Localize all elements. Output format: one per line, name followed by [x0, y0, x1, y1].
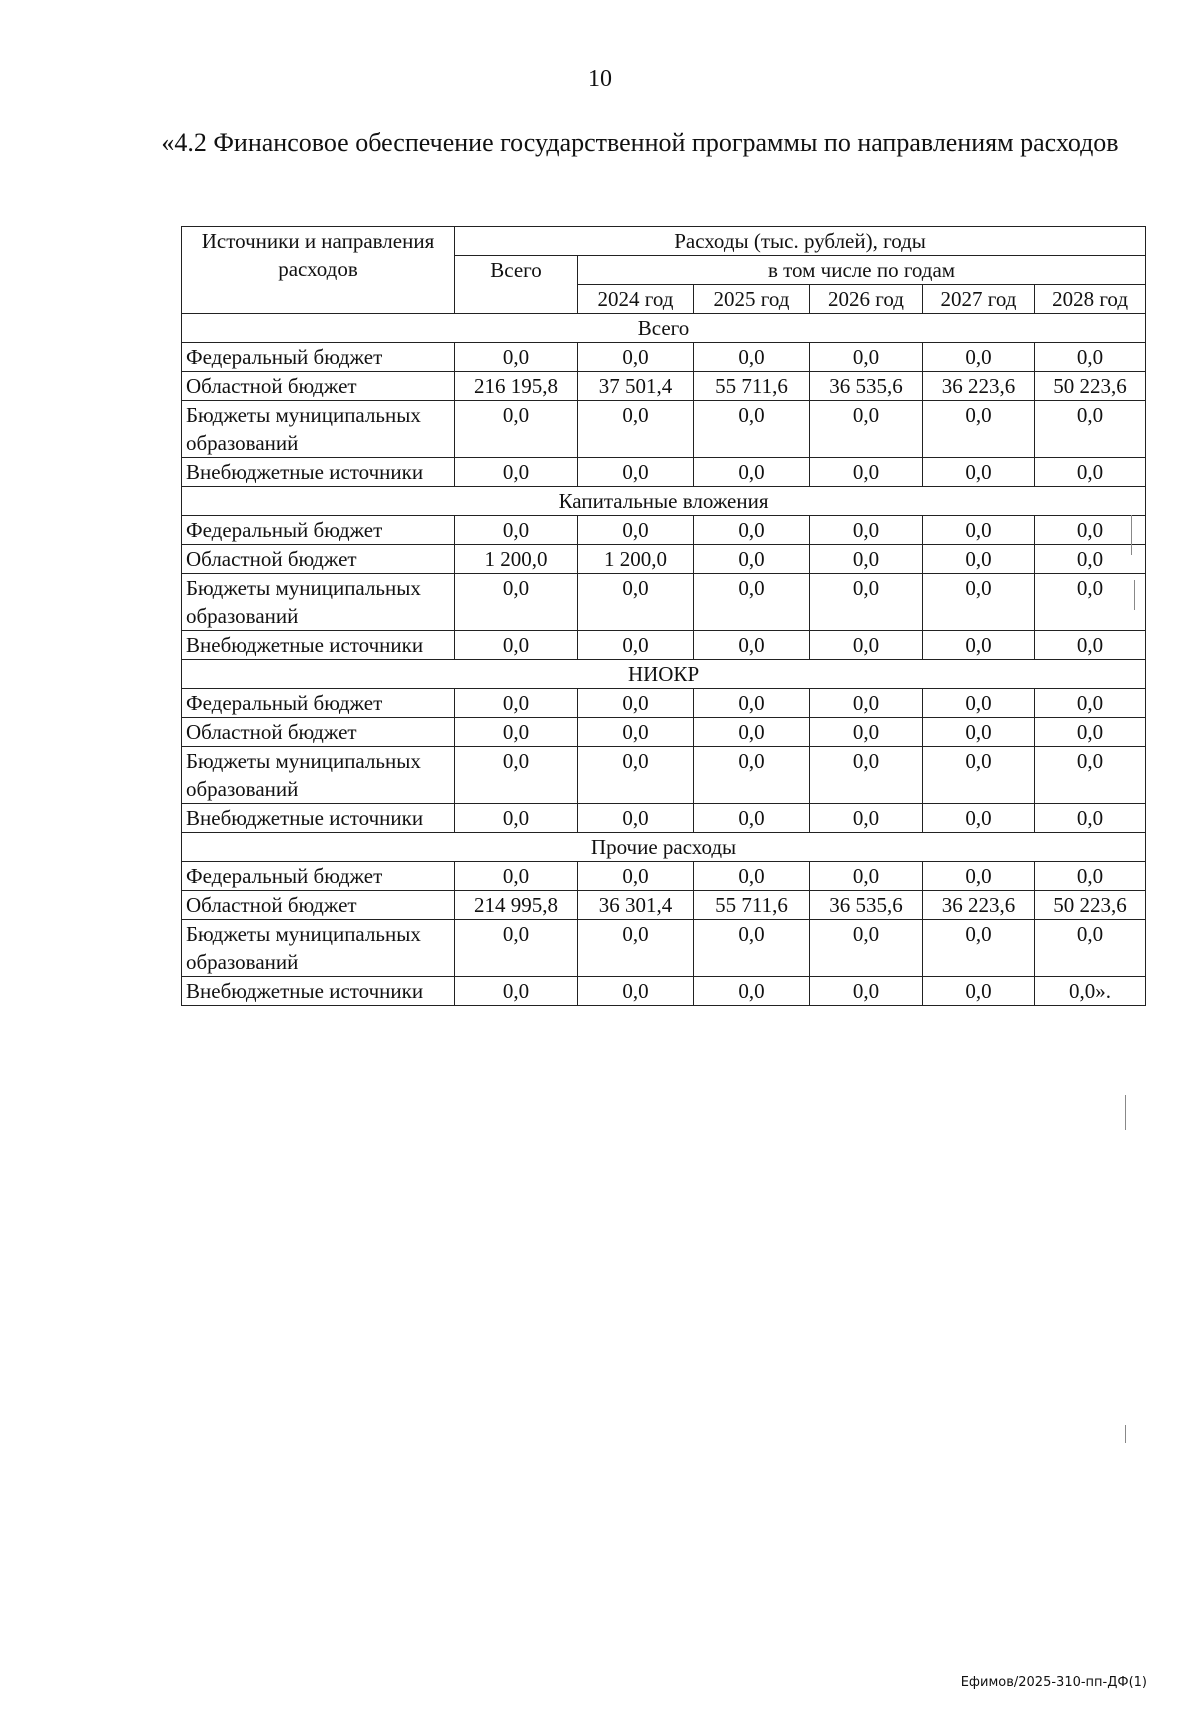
year-value-cell: 0,0 [923, 804, 1035, 833]
year-value-cell: 0,0 [1035, 458, 1146, 487]
table-row [182, 401, 1146, 458]
year-value-cell: 0,0 [1035, 689, 1146, 718]
total-value-cell: 0,0 [455, 718, 578, 747]
table-body [182, 314, 1146, 1006]
year-value-cell: 0,0 [578, 516, 694, 545]
table-row [182, 977, 1146, 1006]
year-value-cell: 0,0 [578, 862, 694, 891]
source-cell: Бюджеты муниципальных образований [182, 920, 455, 977]
year-value-cell: 0,0 [694, 343, 810, 372]
year-value-cell: 0,0 [578, 804, 694, 833]
year-value-cell: 0,0 [694, 689, 810, 718]
year-value-cell: 0,0 [923, 401, 1035, 458]
year-value-cell: 36 535,6 [810, 891, 923, 920]
table-row [182, 631, 1146, 660]
total-value-cell: 0,0 [455, 343, 578, 372]
year-value-cell: 0,0 [923, 545, 1035, 574]
year-value-cell: 0,0 [694, 920, 810, 977]
total-value-cell: 214 995,8 [455, 891, 578, 920]
year-value-cell: 0,0 [1035, 804, 1146, 833]
year-header-2027: 2027 год [923, 285, 1035, 314]
table-row [182, 516, 1146, 545]
source-cell: Областной бюджет [182, 891, 455, 920]
total-value-cell: 0,0 [455, 862, 578, 891]
total-value-cell: 0,0 [455, 401, 578, 458]
year-value-cell: 0,0». [1035, 977, 1146, 1006]
year-value-cell: 0,0 [923, 689, 1035, 718]
year-value-cell: 36 535,6 [810, 372, 923, 401]
source-cell: Областной бюджет [182, 372, 455, 401]
source-cell: Внебюджетные источники [182, 458, 455, 487]
total-column-header: Всего [455, 256, 578, 314]
scan-artifact [1131, 515, 1132, 555]
source-column-header: Источники и направления расходов [182, 227, 455, 314]
year-value-cell: 0,0 [1035, 401, 1146, 458]
year-value-cell: 0,0 [810, 458, 923, 487]
total-value-cell: 0,0 [455, 631, 578, 660]
total-value-cell: 0,0 [455, 689, 578, 718]
year-value-cell: 0,0 [1035, 516, 1146, 545]
year-value-cell: 0,0 [1035, 574, 1146, 631]
table-row [182, 458, 1146, 487]
year-value-cell: 36 223,6 [923, 891, 1035, 920]
section-title: Прочие расходы [182, 833, 1146, 862]
year-value-cell: 0,0 [1035, 631, 1146, 660]
year-value-cell: 0,0 [1035, 862, 1146, 891]
source-cell: Внебюджетные источники [182, 631, 455, 660]
financing-table [181, 226, 1146, 1006]
table-row [182, 343, 1146, 372]
year-value-cell: 0,0 [578, 574, 694, 631]
year-value-cell: 0,0 [923, 862, 1035, 891]
source-cell: Областной бюджет [182, 718, 455, 747]
year-value-cell: 37 501,4 [578, 372, 694, 401]
year-value-cell: 0,0 [694, 545, 810, 574]
year-value-cell: 0,0 [923, 977, 1035, 1006]
year-value-cell: 1 200,0 [578, 545, 694, 574]
year-value-cell: 0,0 [578, 920, 694, 977]
year-value-cell: 0,0 [578, 631, 694, 660]
source-cell: Федеральный бюджет [182, 343, 455, 372]
year-value-cell: 0,0 [810, 545, 923, 574]
total-value-cell: 216 195,8 [455, 372, 578, 401]
year-value-cell: 0,0 [578, 977, 694, 1006]
year-value-cell: 0,0 [923, 343, 1035, 372]
source-cell: Бюджеты муниципальных образований [182, 747, 455, 804]
section-title: Всего [182, 314, 1146, 343]
table-row [182, 862, 1146, 891]
page-number: 10 [588, 66, 612, 92]
total-value-cell: 0,0 [455, 977, 578, 1006]
year-value-cell: 0,0 [694, 747, 810, 804]
year-value-cell: 0,0 [923, 920, 1035, 977]
year-value-cell: 0,0 [694, 862, 810, 891]
source-cell: Федеральный бюджет [182, 862, 455, 891]
table-row [182, 920, 1146, 977]
year-value-cell: 0,0 [694, 458, 810, 487]
year-value-cell: 0,0 [1035, 545, 1146, 574]
section-title: Капитальные вложения [182, 487, 1146, 516]
total-value-cell: 0,0 [455, 804, 578, 833]
source-cell: Федеральный бюджет [182, 516, 455, 545]
table-row [182, 689, 1146, 718]
table-row [182, 747, 1146, 804]
year-value-cell: 0,0 [694, 516, 810, 545]
section-row [182, 833, 1146, 862]
table-row [182, 372, 1146, 401]
year-value-cell: 0,0 [1035, 920, 1146, 977]
year-value-cell: 0,0 [810, 689, 923, 718]
year-value-cell: 0,0 [578, 343, 694, 372]
year-value-cell: 0,0 [1035, 747, 1146, 804]
source-cell: Федеральный бюджет [182, 689, 455, 718]
year-value-cell: 0,0 [694, 718, 810, 747]
table-row [182, 804, 1146, 833]
year-value-cell: 0,0 [923, 574, 1035, 631]
table-row [182, 545, 1146, 574]
section-row [182, 487, 1146, 516]
table-header [182, 227, 1146, 314]
year-value-cell: 55 711,6 [694, 891, 810, 920]
year-value-cell: 0,0 [810, 977, 923, 1006]
section-title: НИОКР [182, 660, 1146, 689]
year-header-2024: 2024 год [578, 285, 694, 314]
scan-artifact [1125, 1425, 1126, 1443]
scan-artifact [1125, 1095, 1126, 1130]
scan-artifact [1134, 580, 1135, 610]
total-value-cell: 1 200,0 [455, 545, 578, 574]
year-value-cell: 0,0 [810, 631, 923, 660]
year-value-cell: 0,0 [694, 401, 810, 458]
year-value-cell: 0,0 [810, 862, 923, 891]
total-value-cell: 0,0 [455, 574, 578, 631]
year-value-cell: 36 301,4 [578, 891, 694, 920]
year-value-cell: 0,0 [923, 458, 1035, 487]
table-row [182, 574, 1146, 631]
source-cell: Областной бюджет [182, 545, 455, 574]
year-header-2025: 2025 год [694, 285, 810, 314]
year-value-cell: 36 223,6 [923, 372, 1035, 401]
total-value-cell: 0,0 [455, 458, 578, 487]
year-header-2028: 2028 год [1035, 285, 1146, 314]
source-cell: Бюджеты муниципальных образований [182, 401, 455, 458]
year-value-cell: 0,0 [694, 977, 810, 1006]
year-value-cell: 0,0 [810, 574, 923, 631]
year-value-cell: 50 223,6 [1035, 372, 1146, 401]
source-cell: Внебюджетные источники [182, 804, 455, 833]
year-value-cell: 0,0 [810, 401, 923, 458]
section-row [182, 660, 1146, 689]
year-value-cell: 0,0 [694, 574, 810, 631]
table-row [182, 718, 1146, 747]
year-value-cell: 0,0 [578, 718, 694, 747]
year-value-cell: 0,0 [1035, 718, 1146, 747]
section-row [182, 314, 1146, 343]
year-value-cell: 0,0 [694, 804, 810, 833]
year-value-cell: 0,0 [810, 516, 923, 545]
year-value-cell: 0,0 [578, 458, 694, 487]
year-value-cell: 0,0 [923, 631, 1035, 660]
year-value-cell: 0,0 [923, 516, 1035, 545]
year-value-cell: 0,0 [1035, 343, 1146, 372]
year-value-cell: 55 711,6 [694, 372, 810, 401]
year-value-cell: 0,0 [810, 343, 923, 372]
table-row [182, 891, 1146, 920]
year-value-cell: 0,0 [810, 920, 923, 977]
year-value-cell: 0,0 [810, 804, 923, 833]
year-value-cell: 0,0 [578, 747, 694, 804]
total-value-cell: 0,0 [455, 747, 578, 804]
total-value-cell: 0,0 [455, 516, 578, 545]
year-value-cell: 0,0 [923, 747, 1035, 804]
expenses-header: Расходы (тыс. рублей), годы [455, 227, 1146, 256]
document-code: Ефимов/2025-310-пп-ДФ(1) [960, 1675, 1147, 1690]
year-value-cell: 0,0 [810, 718, 923, 747]
year-header-2026: 2026 год [810, 285, 923, 314]
year-value-cell: 0,0 [810, 747, 923, 804]
year-value-cell: 0,0 [694, 631, 810, 660]
document-title: «4.2 Финансовое обеспечение государственной программы по направлениям расходов [161, 128, 1119, 157]
source-cell: Бюджеты муниципальных образований [182, 574, 455, 631]
year-value-cell: 0,0 [578, 689, 694, 718]
year-value-cell: 0,0 [578, 401, 694, 458]
source-cell: Внебюджетные источники [182, 977, 455, 1006]
year-value-cell: 0,0 [923, 718, 1035, 747]
total-value-cell: 0,0 [455, 920, 578, 977]
year-value-cell: 50 223,6 [1035, 891, 1146, 920]
by-years-header: в том числе по годам [578, 256, 1146, 285]
